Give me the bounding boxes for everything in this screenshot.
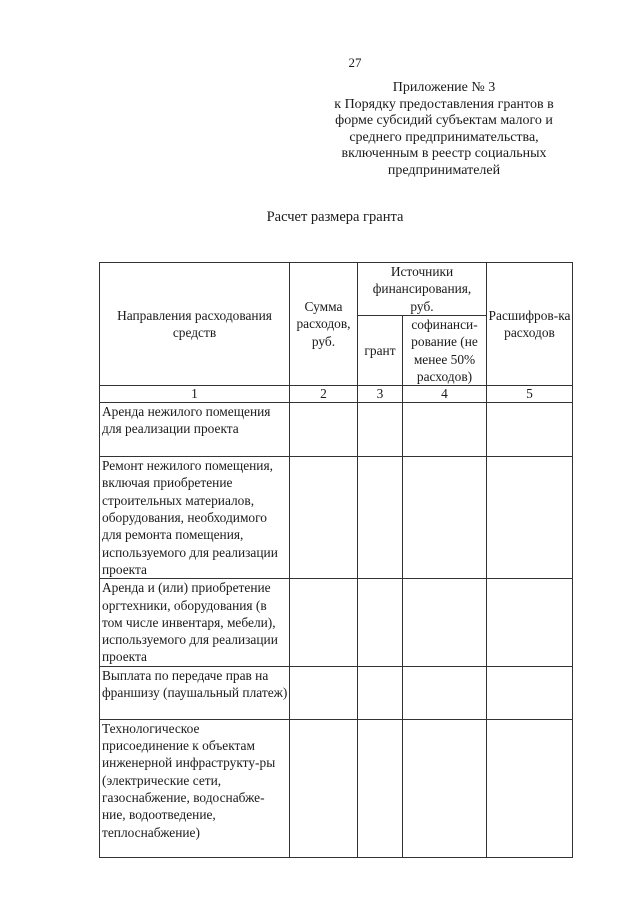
- breakdown-cell: [487, 666, 573, 719]
- header-cofinancing: софинанси-рование (не менее 50% расходов): [403, 316, 487, 386]
- header-sources: Источники финансирования, руб.: [358, 263, 487, 316]
- expense-direction-cell: Аренда и (или) приобретение оргтехники, оборудования (в том числе инвентаря, мебели), используемого для реализации проекта: [100, 579, 290, 666]
- grant-cell: [358, 457, 403, 579]
- header-grant: грант: [358, 316, 403, 386]
- appendix-line: среднего предпринимательства,: [349, 129, 539, 145]
- column-number: 3: [358, 386, 403, 403]
- cofinancing-cell: [403, 457, 487, 579]
- appendix-line: Приложение № 3: [392, 80, 496, 95]
- header-amount: Сумма расходов, руб.: [290, 263, 358, 386]
- amount-cell: [290, 403, 358, 457]
- appendix-line: форме субсидий субъектам малого и: [335, 113, 553, 129]
- appendix-note: [318, 80, 570, 180]
- column-number: 5: [487, 386, 573, 403]
- header-direction: Направления расходования средств: [100, 263, 290, 386]
- cofinancing-cell: [403, 579, 487, 666]
- expense-direction-cell: Ремонт нежилого помещения, включая приобретение строительных материалов, оборудования, необходимого для ремонта помещения, используемого для реализации проекта: [100, 457, 290, 579]
- breakdown-cell: [487, 579, 573, 666]
- amount-cell: [290, 719, 358, 857]
- expense-direction-cell: Аренда нежилого помещения для реализации проекта: [100, 403, 290, 457]
- amount-cell: [290, 457, 358, 579]
- amount-cell: [290, 579, 358, 666]
- breakdown-cell: [487, 403, 573, 457]
- expense-direction-cell: Технологическое присоединение к объектам инженерной инфраструкту-ры (электрические сети, газоснабжение, водоснабже-ние, водоотведение, теплоснабжение): [100, 719, 290, 857]
- page-number: 27: [348, 55, 362, 70]
- column-number: 2: [290, 386, 358, 403]
- cofinancing-cell: [403, 719, 487, 857]
- grant-cell: [358, 579, 403, 666]
- column-number: 1: [100, 386, 290, 403]
- document-title: Расчет размера гранта: [266, 209, 404, 225]
- expense-direction-cell: Выплата по передаче прав на франшизу (паушальный платеж): [100, 666, 290, 719]
- column-number: 4: [403, 386, 487, 403]
- header-breakdown: Расшифров-ка расходов: [487, 263, 573, 386]
- grant-cell: [358, 719, 403, 857]
- grant-cell: [358, 666, 403, 719]
- appendix-line: включенным в реестр социальных: [341, 146, 547, 162]
- breakdown-cell: [487, 457, 573, 579]
- grant-calculation-table: [99, 262, 573, 858]
- appendix-line: предпринимателей: [387, 162, 501, 178]
- grant-cell: [358, 403, 403, 457]
- amount-cell: [290, 666, 358, 719]
- cofinancing-cell: [403, 403, 487, 457]
- appendix-line: к Порядку предоставления грантов в: [334, 96, 554, 112]
- breakdown-cell: [487, 719, 573, 857]
- cofinancing-cell: [403, 666, 487, 719]
